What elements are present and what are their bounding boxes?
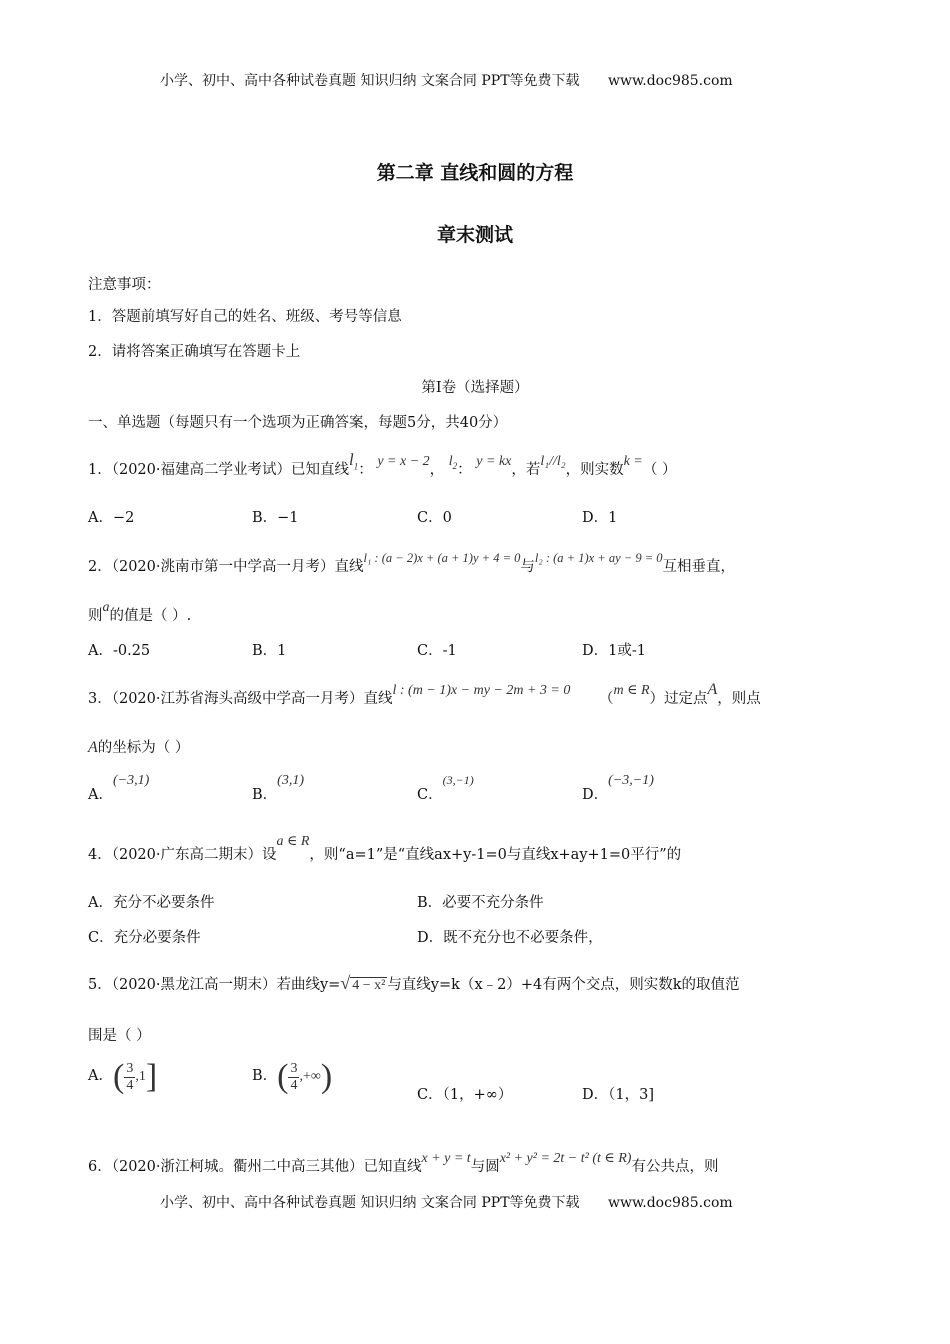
line-l1: $l_1$ xyxy=(349,450,359,472)
question-5-line2: 围是（ ） xyxy=(88,1028,151,1044)
option-d: D．1 xyxy=(582,510,618,526)
option-b: B．必要不充分条件 xyxy=(417,895,544,911)
option-b-value: (3,1) xyxy=(277,773,304,788)
sqrt-expression: √ 4 − x² xyxy=(340,973,386,993)
question-6: 6．（2020·浙江柯城。衢州二中高三其他）已知直线x + y = t与圆x² + y² = 2t − t² (t ∈ R)有公共点，则 xyxy=(88,1151,719,1175)
option-b: B．1 xyxy=(252,643,287,659)
option-d: D．既不充分也不必要条件， xyxy=(417,930,603,946)
equation-circle: x² + y² = 2t − t² (t ∈ R) xyxy=(499,1151,632,1166)
option-c-value: (3,−1) xyxy=(442,773,474,787)
option-c: C．(3,−1) xyxy=(417,773,474,803)
option-d-value: (−3,−1) xyxy=(608,773,654,788)
page-title: 第二章 直线和圆的方程 xyxy=(376,162,574,184)
equation-l1: y = x − 2 xyxy=(377,454,430,469)
option-a-interval: ( $\frac{3}{4}$ ,1] xyxy=(112,1058,158,1095)
notes-item: 1．答题前填写好自己的姓名、班级、考号等信息 xyxy=(88,309,402,325)
footer-url[interactable]: www.doc985.com xyxy=(607,1195,733,1211)
option-a: A．充分不必要条件 xyxy=(88,895,215,911)
parallel-condition: l₁//l₂ xyxy=(540,454,566,469)
question-4: 4．（2020·广东高二期末）设a ∈ R，则“a=1”是“直线ax+y-1=0与直线x+ay+1=0平行”的 xyxy=(88,834,682,863)
equation-l2: l₂ : (a + 1)x + ay − 9 = 0 xyxy=(534,551,663,565)
option-a: A．( $\frac{3}{4}$ ,1] xyxy=(88,1058,158,1095)
option-b-interval: ( $\frac{3}{4}$ ,+∞) xyxy=(277,1058,333,1095)
question-2-line2: 则a的值是（ ）. xyxy=(88,600,192,624)
page-footer xyxy=(160,1192,733,1212)
option-c: C．0 xyxy=(417,510,452,526)
question-2: 2．（2020·洮南市第一中学高一月考）直线l₁ : (a − 2)x + (a + 1)y + 4 = 0与l₂ : (a + 1)x + ay − 9 = 0互相垂直， xyxy=(88,551,736,575)
option-b: B．−1 xyxy=(252,510,299,526)
notes-heading: 注意事项： xyxy=(88,277,161,293)
option-d: D．（1，3] xyxy=(582,1087,654,1103)
page-subtitle: 章末测试 xyxy=(436,224,513,246)
point-a: A xyxy=(707,681,718,698)
option-a: A．−2 xyxy=(88,510,135,526)
option-d-interval: （1，3] xyxy=(608,1087,654,1103)
option-c: C．-1 xyxy=(417,643,457,659)
var-a: a xyxy=(102,600,110,615)
question-1: 1．（2020·福建高二学业考试）已知直线$l_1$： y = x − 2， $l_2$： y = kx，若l₁//l₂，则实数k =（ ） xyxy=(88,450,677,478)
line-l2: $l_2$ xyxy=(448,454,458,471)
header-text: 小学、初中、高中各种试卷真题 知识归纳 文案合同 PPT等免费下载 xyxy=(160,73,580,89)
condition-a: a ∈ R xyxy=(276,834,310,849)
option-d: D．1或-1 xyxy=(582,643,646,659)
option-c: C．充分必要条件 xyxy=(88,930,201,946)
equation-line: x + y = t xyxy=(421,1151,471,1166)
equation-l1: l₁ : (a − 2)x + (a + 1)y + 4 = 0 xyxy=(363,551,521,565)
question-3: 3．（2020·江苏省海头高级中学高一月考）直线l : (m − 1)x − my − 2m + 3 = 0 （m ∈ R）过定点A，则点 xyxy=(88,681,761,707)
condition-m: m ∈ R xyxy=(613,683,650,698)
question-3-line2: A的坐标为（ ） xyxy=(88,739,190,756)
option-a-value: (−3,1) xyxy=(112,773,150,788)
equation-l: l : (m − 1)x − my − 2m + 3 = 0 xyxy=(392,683,571,698)
part-heading: 一、单选题（每题只有一个选项为正确答案，每题5分，共40分） xyxy=(88,415,508,431)
question-5: 5．（2020·黑龙江高一期末）若曲线y=√ 4 − x² 与直线y=k（x﹣2）+4有两个交点，则实数k的取值范 xyxy=(88,973,740,993)
section-label: 第I卷（选择题） xyxy=(421,380,529,396)
page-header xyxy=(160,70,733,90)
option-b: B．( $\frac{3}{4}$ ,+∞) xyxy=(252,1058,333,1095)
option-b: B．(3,1) xyxy=(252,773,304,803)
option-a: A．-0.25 xyxy=(88,643,151,659)
option-a: A．(−3,1) xyxy=(88,773,150,803)
option-c-interval: （1，+∞） xyxy=(442,1087,513,1103)
var-k: k = xyxy=(623,454,643,469)
equation-l2: y = kx xyxy=(476,454,512,469)
option-c: C．（1，+∞） xyxy=(417,1087,513,1103)
notes-item: 2．请将答案正确填写在答题卡上 xyxy=(88,344,301,360)
header-url[interactable]: www.doc985.com xyxy=(607,73,733,89)
footer-text: 小学、初中、高中各种试卷真题 知识归纳 文案合同 PPT等免费下载 xyxy=(160,1195,580,1211)
option-d: D．(−3,−1) xyxy=(582,773,654,803)
